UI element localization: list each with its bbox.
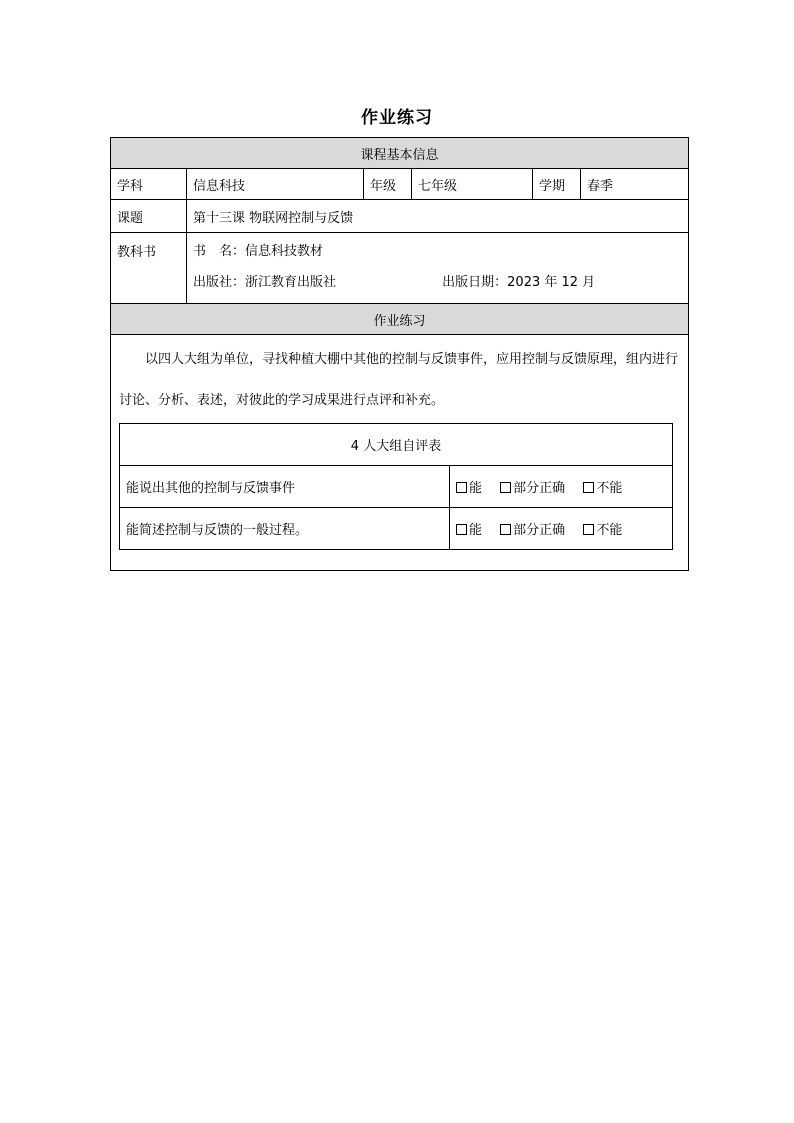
publisher: 出版社：浙江教育出版社 [193,275,337,290]
subject-value: 信息科技 [187,169,364,200]
option-can[interactable]: 能 [456,519,482,538]
option-partial[interactable]: 部分正确 [500,477,565,496]
task-paragraph: 以四人大组为单位，寻找种植大棚中其他的控制与反馈事件，应用控制与反馈原理，组内进行讨论、分析、表述，对彼此的学习成果进行点评和补充。 [119,352,679,408]
self-eval-table [119,423,673,550]
subject-label: 学科 [111,169,187,200]
textbook-info [187,233,689,304]
topic-value: 第十三课 物联网控制与反馈 [187,200,689,233]
section-header-course-info: 课程基本信息 [111,138,689,169]
eval-item: 能说出其他的控制与反馈事件 [120,466,450,508]
table-row [120,508,673,550]
eval-item: 能简述控制与反馈的一般过程。 [120,508,450,550]
publish-date: 出版日期：2023 年 12 月 [442,275,596,290]
option-partial[interactable]: 部分正确 [500,519,565,538]
homework-body [111,335,689,571]
eval-options [450,466,673,508]
table-row [120,466,673,508]
grade-label: 年级 [364,169,412,200]
page-title: 作业练习 [361,108,433,128]
option-cannot[interactable]: 不能 [583,477,622,496]
checkbox-icon [456,482,467,493]
term-label: 学期 [533,169,581,200]
topic-label: 课题 [111,200,187,233]
grade-value: 七年级 [412,169,533,200]
checkbox-icon [583,524,594,535]
section-header-homework: 作业练习 [111,304,689,335]
checkbox-icon [456,524,467,535]
course-info-table [110,137,689,571]
self-eval-title: 4 人大组自评表 [120,424,673,466]
eval-options [450,508,673,550]
checkbox-icon [583,482,594,493]
book-name: 书 名：信息科技教材 [193,244,324,259]
textbook-label: 教科书 [111,233,187,304]
option-cannot[interactable]: 不能 [583,519,622,538]
checkbox-icon [500,524,511,535]
term-value: 春季 [581,169,689,200]
checkbox-icon [500,482,511,493]
option-can[interactable]: 能 [456,477,482,496]
